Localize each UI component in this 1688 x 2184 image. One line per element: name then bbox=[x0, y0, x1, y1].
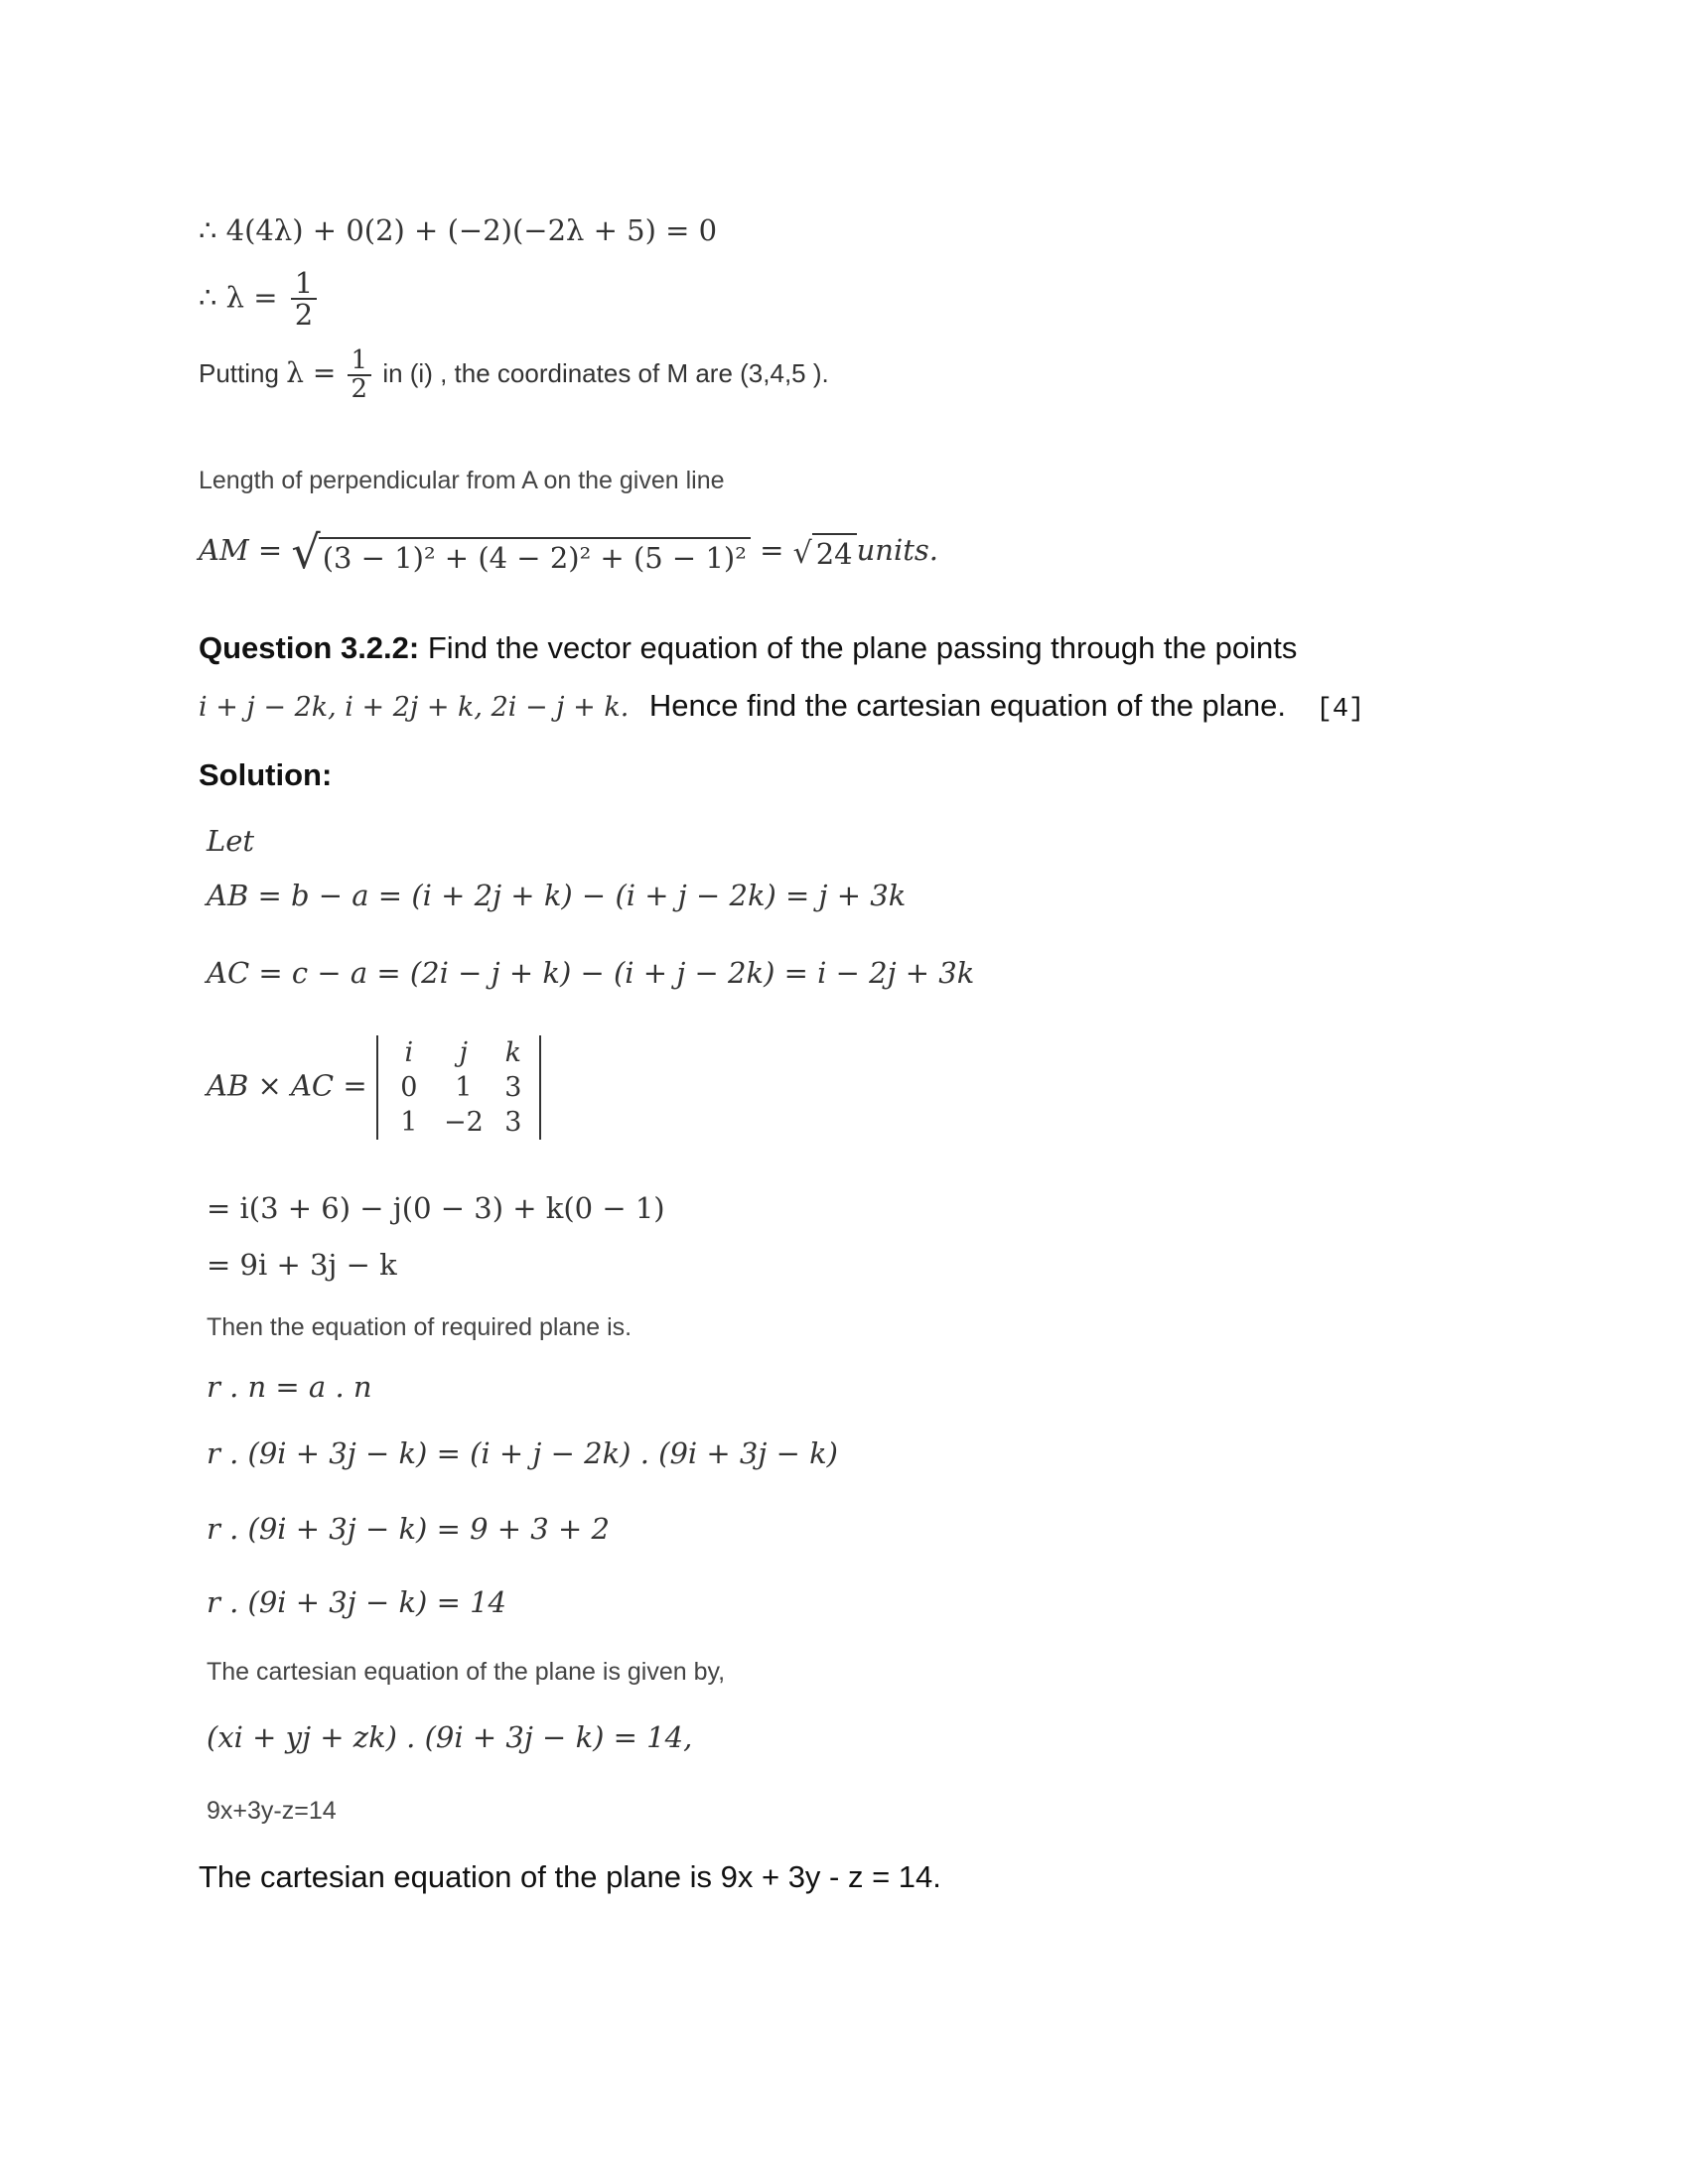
am-equation bbox=[199, 525, 939, 579]
equation-line-1: ∴ 4(4λ) + 0(2) + (−2)(−2λ + 5) = 0 bbox=[199, 213, 718, 247]
fraction-numerator: 1 bbox=[291, 268, 317, 300]
det-cell: 3 bbox=[504, 1107, 522, 1138]
solution-label: Solution: bbox=[199, 757, 333, 792]
let-word: Let bbox=[207, 824, 255, 858]
cross-product bbox=[207, 1035, 541, 1140]
equation-lambda bbox=[199, 268, 321, 331]
question-marks: [4] bbox=[1316, 695, 1365, 725]
fraction-denominator: 2 bbox=[294, 298, 314, 333]
plane-equation-3: r . (9i + 3j − k) = 14 bbox=[207, 1585, 506, 1619]
fraction-half bbox=[291, 268, 317, 331]
am-units: units. bbox=[856, 533, 939, 567]
ac-vector-line: AC = c − a = (2i − j + k) − (i + j − 2k) = i − 2j + 3k bbox=[207, 956, 975, 990]
putting-lambda: λ = bbox=[286, 356, 337, 390]
det-cell: k bbox=[504, 1037, 522, 1068]
cartesian-caption: The cartesian equation of the plane is given by, bbox=[207, 1658, 726, 1686]
determinant bbox=[376, 1035, 541, 1140]
det-cell: 1 bbox=[455, 1072, 473, 1103]
cross-lhs: AB × AC = bbox=[207, 1068, 367, 1103]
length-caption: Length of perpendicular from A on the given line bbox=[199, 467, 725, 494]
det-cell: 3 bbox=[504, 1072, 522, 1103]
plane-equation-2: r . (9i + 3j − k) = 9 + 3 + 2 bbox=[207, 1512, 610, 1546]
am-rhs-eq: = bbox=[760, 533, 784, 567]
putting-line bbox=[199, 347, 829, 404]
det-cell: −2 bbox=[443, 1107, 484, 1138]
question-label: Question 3.2.2: bbox=[199, 630, 420, 665]
question-line-2 bbox=[199, 688, 1364, 725]
expansion-line-2: = 9i + 3j − k bbox=[207, 1248, 397, 1282]
plane-equation-1: r . (9i + 3j − k) = (i + j − 2k) . (9i + 3j − k) bbox=[207, 1436, 838, 1470]
am-rhs-sqrt bbox=[793, 533, 857, 571]
question-text-2: Hence find the cartesian equation of the plane. bbox=[648, 688, 1287, 723]
expansion-line-1: = i(3 + 6) − j(0 − 3) + k(0 − 1) bbox=[207, 1191, 665, 1225]
sqrt-symbol: √ bbox=[291, 525, 321, 579]
det-cell: i bbox=[404, 1037, 414, 1068]
sqrt-symbol-small: √ bbox=[792, 536, 812, 571]
question-points: i + j − 2k, i + 2j + k, 2i − j + k. bbox=[199, 692, 630, 723]
putting-prefix: Putting bbox=[199, 358, 279, 389]
det-cell: 1 bbox=[400, 1107, 418, 1138]
am-sqrt bbox=[291, 525, 750, 579]
cartesian-plain-equation: 9x+3y-z=14 bbox=[207, 1797, 337, 1825]
det-cell: j bbox=[459, 1037, 469, 1068]
am-rhs-radicand: 24 bbox=[812, 533, 857, 571]
question-heading bbox=[199, 630, 1297, 666]
det-cell: 0 bbox=[400, 1072, 418, 1103]
lambda-prefix: ∴ λ = bbox=[199, 280, 278, 315]
then-caption: Then the equation of required plane is. bbox=[207, 1313, 633, 1341]
putting-suffix: in (i) , the coordinates of M are (3,4,5 ). bbox=[382, 358, 829, 389]
putting-fraction-numerator: 1 bbox=[348, 347, 372, 376]
rn-equation: r . n = a . n bbox=[207, 1370, 372, 1404]
putting-fraction bbox=[348, 347, 372, 404]
question-text: Find the vector equation of the plane passing through the points bbox=[427, 630, 1298, 665]
ab-vector-line: AB = b − a = (i + 2j + k) − (i + j − 2k) = j + 3k bbox=[207, 879, 907, 912]
am-lhs: AM = bbox=[199, 533, 283, 567]
conclusion: The cartesian equation of the plane is 9x + 3y - z = 14. bbox=[199, 1859, 941, 1894]
am-radicand: (3 − 1)² + (4 − 2)² + (5 − 1)² bbox=[319, 537, 751, 575]
cartesian-vector-equation: (xi + yj + zk) . (9i + 3j − k) = 14, bbox=[207, 1720, 693, 1754]
putting-fraction-denominator: 2 bbox=[351, 374, 368, 405]
